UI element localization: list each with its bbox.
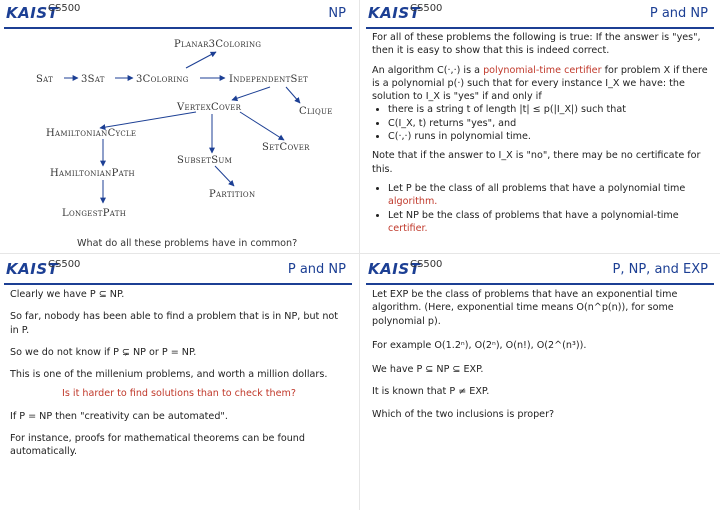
node-planar3coloring: Planar3Coloring xyxy=(174,39,262,50)
slide-title: P, NP, and EXP xyxy=(612,262,708,277)
slide-np xyxy=(0,0,356,250)
class-np-definition xyxy=(388,209,710,236)
node-clique: Clique xyxy=(299,106,333,117)
definition-text-a: An algorithm C(·,·) is a xyxy=(372,64,481,76)
vertical-divider xyxy=(359,0,360,510)
text-line: Let EXP be the class of problems that have an exponential time algorithm. (Here, exponential time means O(n^p(n)), for some polynomial p). xyxy=(372,289,678,327)
class-p-text: Let P be the class of all problems that have a polynomial time xyxy=(388,182,686,194)
node-hamiltoniancycle: HamiltonianCycle xyxy=(46,128,137,139)
class-p-definition xyxy=(388,182,710,209)
slide-p-and-np-question xyxy=(0,256,356,506)
definition-text-b: for problem X if there is a polynomial p(·) such that for every instance I_X we have: the solution to I_X is "yes" if and only if xyxy=(372,64,708,103)
key-question: Is it harder to find solutions than to check them? xyxy=(62,388,296,400)
header-rule xyxy=(366,27,714,29)
class-definitions xyxy=(372,182,710,235)
header-rule xyxy=(366,283,714,285)
slide-title: NP xyxy=(328,6,346,21)
kaist-logo: KAIST xyxy=(6,4,59,22)
condition-item: • C(·,·) runs in polynomial time. xyxy=(388,130,710,143)
text-line: It is known that P ≠ EXP. xyxy=(372,386,490,398)
slide-body xyxy=(372,31,710,235)
slide-p-and-np-definition xyxy=(362,0,718,250)
slide-body xyxy=(372,288,710,427)
node-partition: Partition xyxy=(209,189,256,200)
course-code: CS500 xyxy=(410,3,443,14)
node-hamiltonianpath: HamiltonianPath xyxy=(50,168,135,179)
text-line: So we do not know if P ⊊ NP or P = NP. xyxy=(10,346,197,358)
node-vertexcover: VertexCover xyxy=(177,102,242,113)
edge-3coloring-planar3coloring xyxy=(186,52,216,68)
edge-vertexcover-hamiltoniancycle xyxy=(100,112,196,128)
class-np-highlight: certifier. xyxy=(388,222,428,234)
definition-highlight: polynomial-time certifier xyxy=(483,64,602,76)
condition-item: • C(I_X, t) returns "yes", and xyxy=(388,117,710,130)
certifier-conditions xyxy=(372,103,710,143)
course-code: CS500 xyxy=(48,3,81,14)
class-np-text: Let NP be the class of problems that have a polynomial-time xyxy=(388,209,679,221)
kaist-logo: KAIST xyxy=(6,260,59,278)
reduction-graph-svg xyxy=(0,0,356,250)
node-3coloring: 3Coloring xyxy=(136,74,189,85)
graph-caption: What do all these problems have in common? xyxy=(77,238,298,249)
node-longestpath: LongestPath xyxy=(62,208,127,219)
edge-vertexcover-setcover xyxy=(240,112,284,140)
node-setcover: SetCover xyxy=(262,142,310,153)
text-line: Which of the two inclusions is proper? xyxy=(372,408,555,420)
intro-paragraph: For all of these problems the following is true: If the answer is "yes", then it is easy to show that this is indeed correct. xyxy=(372,32,701,57)
course-code: CS500 xyxy=(410,259,443,270)
edge-independentset-clique xyxy=(286,87,300,103)
slide-title: P and NP xyxy=(287,262,346,277)
node-sat: Sat xyxy=(36,74,54,85)
slide-p-np-exp xyxy=(362,256,718,506)
edge-independentset-vertexcover xyxy=(232,87,270,100)
course-code: CS500 xyxy=(48,259,81,270)
node-3sat: 3Sat xyxy=(81,74,105,85)
text-line: If P = NP then "creativity can be automated". xyxy=(10,410,228,422)
kaist-logo: KAIST xyxy=(368,4,421,22)
certifier-definition xyxy=(372,64,710,104)
text-line: Clearly we have P ⊆ NP. xyxy=(10,289,125,300)
class-p-highlight: algorithm. xyxy=(388,196,438,208)
node-subsetsum: SubsetSum xyxy=(177,155,233,166)
text-line: We have P ⊆ NP ⊆ EXP. xyxy=(372,364,484,376)
text-line: For instance, proofs for mathematical theorems can be found automatically. xyxy=(10,433,305,458)
horizontal-divider xyxy=(0,253,720,254)
condition-item: • there is a string t of length |t| ≤ p(|I_X|) such that xyxy=(388,103,710,116)
slide-title: P and NP xyxy=(649,6,708,21)
edge-subsetsum-partition xyxy=(215,166,234,186)
slide-body xyxy=(10,288,348,465)
text-line: This is one of the millenium problems, and worth a million dollars. xyxy=(10,369,328,381)
node-independentset: IndependentSet xyxy=(229,74,309,85)
slide-header xyxy=(0,256,356,282)
kaist-logo: KAIST xyxy=(368,260,421,278)
slide-header xyxy=(362,256,718,282)
note-paragraph: Note that if the answer to I_X is "no", there may be no certificate for this. xyxy=(372,150,701,175)
slide-header xyxy=(362,0,718,26)
header-rule xyxy=(4,283,352,285)
text-line: So far, nobody has been able to find a problem that is in NP, but not in P. xyxy=(10,311,339,336)
text-line: For example O(1.2ⁿ), O(2ⁿ), O(n!), O(2^(n³)). xyxy=(372,339,587,351)
